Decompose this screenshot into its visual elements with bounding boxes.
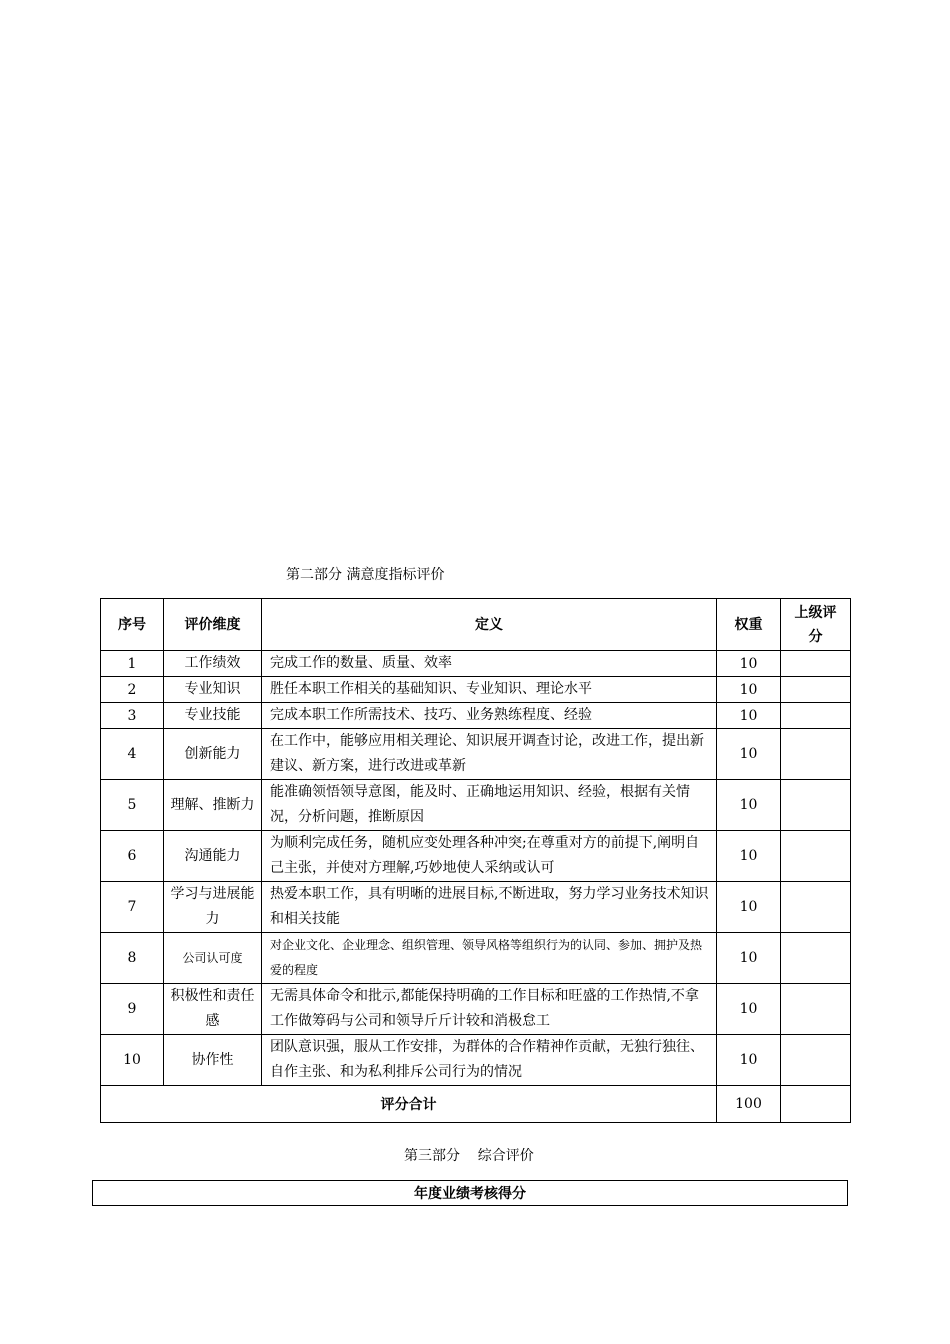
row-dimension: 理解、推断力 xyxy=(164,780,262,831)
row-no: 9 xyxy=(101,984,164,1035)
table-row xyxy=(101,703,851,729)
row-no: 4 xyxy=(101,729,164,780)
row-dimension: 学习与进展能力 xyxy=(164,882,262,933)
table-row xyxy=(93,1181,848,1206)
table-row xyxy=(101,831,851,882)
row-no: 2 xyxy=(101,677,164,703)
row-weight: 10 xyxy=(717,1035,781,1086)
table-row xyxy=(101,984,851,1035)
row-weight: 10 xyxy=(717,933,781,984)
table-row xyxy=(101,933,851,984)
row-no: 10 xyxy=(101,1035,164,1086)
row-definition: 对企业文化、企业理念、组织管理、领导风格等组织行为的认同、参加、拥护及热爱的程度 xyxy=(262,933,717,984)
row-definition: 完成工作的数量、质量、效率 xyxy=(262,651,717,677)
table-row xyxy=(101,1035,851,1086)
total-weight: 100 xyxy=(717,1086,781,1123)
row-no: 6 xyxy=(101,831,164,882)
row-weight: 10 xyxy=(717,703,781,729)
row-score-cell[interactable] xyxy=(781,984,851,1035)
row-no: 5 xyxy=(101,780,164,831)
total-score-cell[interactable] xyxy=(781,1086,851,1123)
row-dimension: 协作性 xyxy=(164,1035,262,1086)
satisfaction-evaluation-table xyxy=(100,598,851,1123)
row-score-cell[interactable] xyxy=(781,651,851,677)
row-dimension: 公司认可度 xyxy=(164,933,262,984)
total-label: 评分合计 xyxy=(101,1086,717,1123)
table-row xyxy=(101,677,851,703)
row-definition: 胜任本职工作相关的基础知识、专业知识、理论水平 xyxy=(262,677,717,703)
table-row xyxy=(101,882,851,933)
row-no: 8 xyxy=(101,933,164,984)
row-score-cell[interactable] xyxy=(781,882,851,933)
row-weight: 10 xyxy=(717,677,781,703)
table-row xyxy=(101,780,851,831)
row-dimension: 创新能力 xyxy=(164,729,262,780)
header-definition: 定义 xyxy=(262,599,717,651)
row-score-cell[interactable] xyxy=(781,933,851,984)
row-dimension: 工作绩效 xyxy=(164,651,262,677)
row-definition: 能准确领悟领导意图，能及时、正确地运用知识、经验，根据有关情况，分析问题，推断原因 xyxy=(262,780,717,831)
comprehensive-evaluation-table xyxy=(92,1180,848,1206)
row-dimension: 专业技能 xyxy=(164,703,262,729)
total-row xyxy=(101,1086,851,1123)
table-row xyxy=(101,729,851,780)
row-definition: 在工作中，能够应用相关理论、知识展开调查讨论，改进工作，提出新建议、新方案，进行改进或革新 xyxy=(262,729,717,780)
row-weight: 10 xyxy=(717,882,781,933)
row-dimension: 积极性和责任感 xyxy=(164,984,262,1035)
row-score-cell[interactable] xyxy=(781,703,851,729)
row-weight: 10 xyxy=(717,831,781,882)
header-no: 序号 xyxy=(101,599,164,651)
row-weight: 10 xyxy=(717,984,781,1035)
annual-score-label: 年度业绩考核得分 xyxy=(93,1181,848,1206)
header-dimension: 评价维度 xyxy=(164,599,262,651)
row-no: 7 xyxy=(101,882,164,933)
part2-title: 第二部分 满意度指标评价 xyxy=(286,567,445,583)
row-definition: 完成本职工作所需技术、技巧、业务熟练程度、经验 xyxy=(262,703,717,729)
row-definition: 团队意识强，服从工作安排，为群体的合作精神作贡献，无独行独往、自作主张、和为私利排斥公司行为的情况 xyxy=(262,1035,717,1086)
row-score-cell[interactable] xyxy=(781,1035,851,1086)
table-header-row xyxy=(101,599,851,651)
row-score-cell[interactable] xyxy=(781,831,851,882)
row-no: 3 xyxy=(101,703,164,729)
row-definition: 为顺利完成任务，随机应变处理各种冲突;在尊重对方的前提下,阐明自己主张，并使对方理解,巧妙地使人采纳或认可 xyxy=(262,831,717,882)
row-weight: 10 xyxy=(717,651,781,677)
row-no: 1 xyxy=(101,651,164,677)
row-dimension: 沟通能力 xyxy=(164,831,262,882)
part3-title: 第三部分 综合评价 xyxy=(404,1148,534,1164)
row-score-cell[interactable] xyxy=(781,780,851,831)
row-score-cell[interactable] xyxy=(781,729,851,780)
row-weight: 10 xyxy=(717,729,781,780)
row-definition: 热爱本职工作，具有明晰的进展目标,不断进取，努力学习业务技术知识和相关技能 xyxy=(262,882,717,933)
header-weight: 权重 xyxy=(717,599,781,651)
row-dimension: 专业知识 xyxy=(164,677,262,703)
header-score: 上级评分 xyxy=(781,599,851,651)
row-score-cell[interactable] xyxy=(781,677,851,703)
row-definition: 无需具体命令和批示,都能保持明确的工作目标和旺盛的工作热情,不拿工作做筹码与公司和领导斤斤计较和消极怠工 xyxy=(262,984,717,1035)
table-row xyxy=(101,651,851,677)
row-weight: 10 xyxy=(717,780,781,831)
